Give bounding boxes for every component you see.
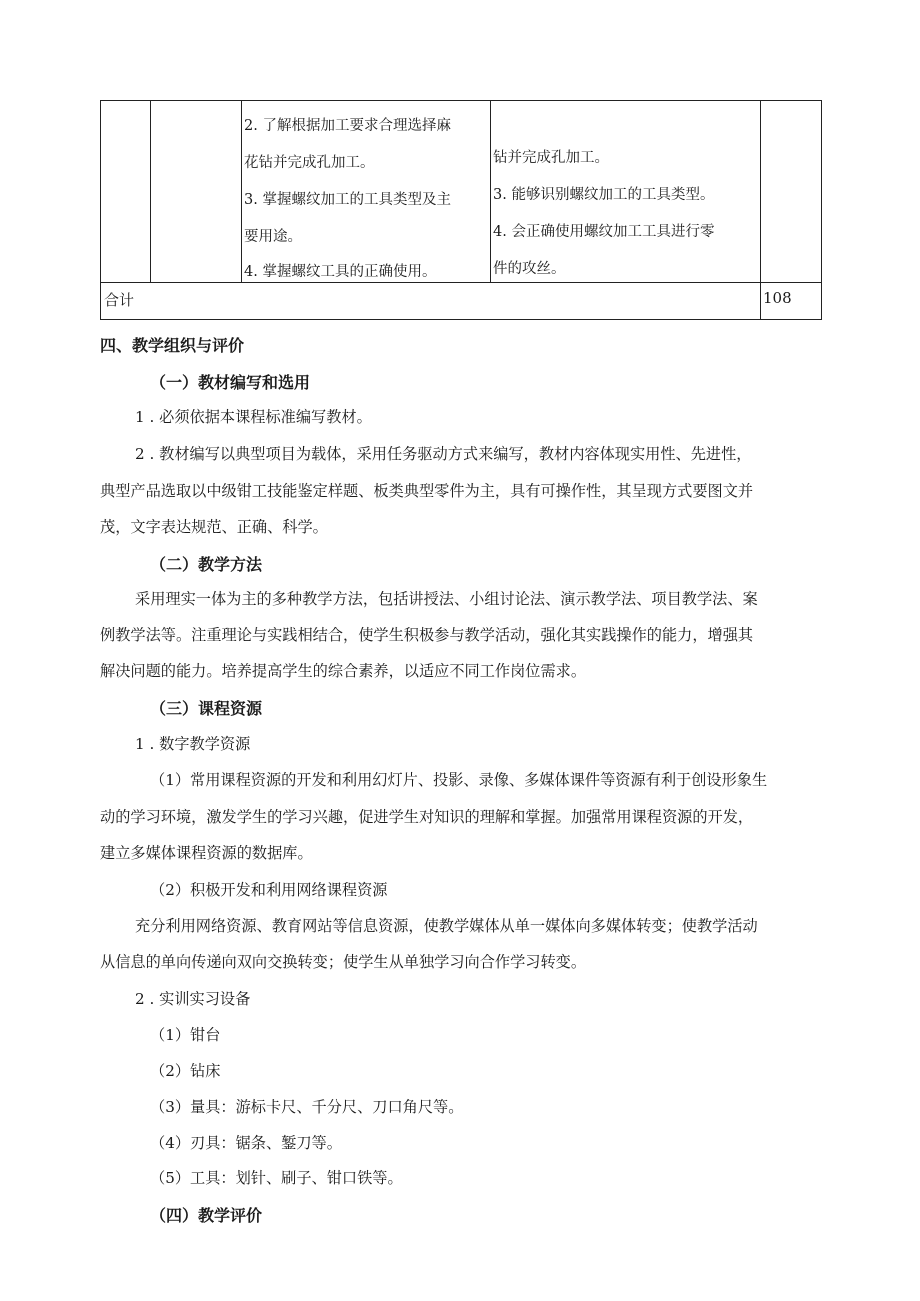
- cell-line: 花钻并完成孔加工。: [244, 155, 375, 171]
- cell-line: 4. 会正确使用螺纹加工工具进行零: [493, 224, 715, 240]
- subsection-heading: （四）教学评价: [150, 1206, 263, 1225]
- paragraph-line: 茂，文字表达规范、正确、科学。: [100, 518, 328, 536]
- cell-line: 要用途。: [244, 229, 302, 245]
- paragraph: 1 . 必须依据本课程标准编写教材。: [135, 408, 372, 426]
- subsection-heading: （一）教材编写和选用: [150, 373, 311, 392]
- total-value: 108: [763, 289, 792, 307]
- equipment-item: （5）工具：划针、刷子、钳口铁等。: [150, 1169, 403, 1187]
- equipment-item: （2）钻床: [150, 1062, 221, 1080]
- cell-line: 3. 能够识别螺纹加工的工具类型。: [493, 187, 715, 203]
- equipment-item: （3）量具：游标卡尺、千分尺、刀口角尺等。: [150, 1098, 464, 1116]
- paragraph: 2 . 实训实习设备: [135, 990, 251, 1008]
- paragraph-line: 建立多媒体课程资源的数据库。: [100, 844, 313, 862]
- table-cell-skills: [493, 140, 714, 288]
- section-heading: 四、教学组织与评价: [100, 336, 245, 355]
- cell-line: 4. 掌握螺纹工具的正确使用。: [244, 264, 437, 280]
- paragraph-line: 从信息的单向传递向双向交换转变；使学生从单独学习向合作学习转变。: [100, 953, 586, 971]
- cell-line: 件的攻丝。: [493, 261, 566, 277]
- paragraph-line: 解决问题的能力。培养提高学生的综合素养，以适应不同工作岗位需求。: [100, 662, 586, 680]
- table-cell-knowledge: [244, 108, 451, 289]
- paragraph-line: 例教学法等。注重理论与实践相结合，使学生积极参与教学活动，强化其实践操作的能力，增强其: [100, 626, 754, 644]
- paragraph-line: （1）常用课程资源的开发和利用幻灯片、投影、录像、多媒体课件等资源有利于创设形象生: [150, 771, 768, 789]
- paragraph-line: 充分利用网络资源、教育网站等信息资源，使教学媒体从单一媒体向多媒体转变；使教学活动: [135, 917, 758, 935]
- cell-line: 钻并完成孔加工。: [493, 150, 609, 166]
- subsection-heading: （二）教学方法: [150, 555, 263, 574]
- cell-line: 2. 了解根据加工要求合理选择麻: [244, 118, 451, 134]
- equipment-item: （4）刃具：锯条、錾刀等。: [150, 1134, 342, 1152]
- total-label: 合计: [104, 291, 135, 309]
- subsection-heading: （三）课程资源: [150, 699, 263, 718]
- paragraph-line: 2 . 教材编写以典型项目为载体，采用任务驱动方式来编写，教材内容体现实用性、先进性，: [135, 445, 752, 463]
- equipment-item: （1）钳台: [150, 1026, 221, 1044]
- paragraph: （2）积极开发和利用网络课程资源: [150, 881, 388, 899]
- cell-line: 3. 掌握螺纹加工的工具类型及主: [244, 192, 451, 208]
- paragraph-line: 典型产品选取以中级钳工技能鉴定样题、板类典型零件为主，具有可操作性，其呈现方式要图文并: [100, 482, 754, 500]
- paragraph: 1 . 数字教学资源: [135, 735, 251, 753]
- paragraph-line: 采用理实一体为主的多种教学方法，包括讲授法、小组讨论法、演示教学法、项目教学法、案: [135, 590, 758, 608]
- paragraph-line: 动的学习环境，激发学生的学习兴趣，促进学生对知识的理解和掌握。加强常用课程资源的开发，: [100, 808, 754, 826]
